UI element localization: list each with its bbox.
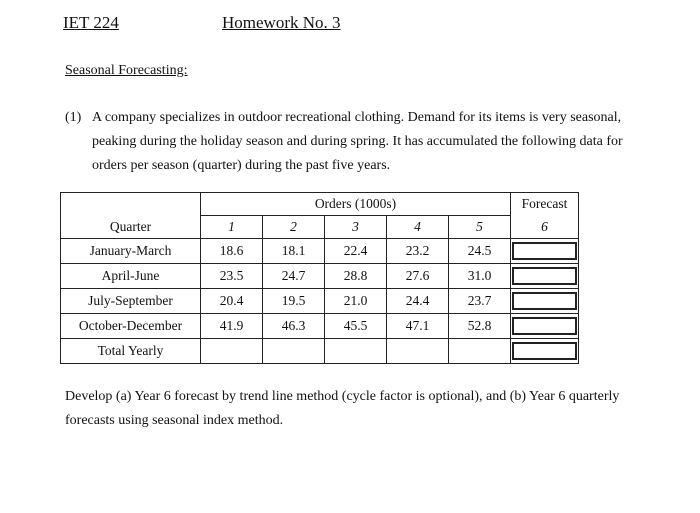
total-row-label: Total Yearly [61,339,201,364]
orders-table [60,192,579,364]
table-cell [449,339,511,364]
forecast-year-header: 6 [511,216,579,239]
table-cell: 24.4 [387,289,449,314]
homework-title: Homework No. 3 [222,13,341,32]
table-header-row [61,193,579,216]
year-header: 1 [201,216,263,239]
problem-statement [65,106,625,178]
problem-number: (1) [65,110,82,125]
forecast-cell [511,289,579,314]
year-header: 4 [387,216,449,239]
table-row [61,264,579,289]
table-cell: 52.8 [449,314,511,339]
table-row [61,239,579,264]
table-cell: 45.5 [325,314,387,339]
row-label: October-December [61,314,201,339]
course-title: IET 224 [63,13,119,32]
table-cell: 23.7 [449,289,511,314]
year-header: 5 [449,216,511,239]
table-header-corner [61,193,201,216]
table-cell: 23.2 [387,239,449,264]
year-header: 2 [263,216,325,239]
row-label: July-September [61,289,201,314]
table-cell: 18.6 [201,239,263,264]
section-title: Seasonal Forecasting: [65,63,188,78]
table-cell: 28.8 [325,264,387,289]
table-cell: 19.5 [263,289,325,314]
quarter-header: Quarter [61,216,201,239]
table-cell: 27.6 [387,264,449,289]
table-cell: 24.5 [449,239,511,264]
table-row [61,289,579,314]
table-cell: 31.0 [449,264,511,289]
table-cell: 21.0 [325,289,387,314]
table-cell [263,339,325,364]
table-cell: 46.3 [263,314,325,339]
table-total-row [61,339,579,364]
table-cell: 41.9 [201,314,263,339]
table-cell: 20.4 [201,289,263,314]
row-label: January-March [61,239,201,264]
table-cell: 18.1 [263,239,325,264]
table-row [61,314,579,339]
problem-text: A company specializes in outdoor recreational clothing. Demand for its items is very seasonal, peaking during the holiday season and during spring. It has accumulated the following data for orders per season (quarter) during the past five years. [92,110,623,173]
row-label: April-June [61,264,201,289]
table-cell [201,339,263,364]
table-cell: 23.5 [201,264,263,289]
year-header: 3 [325,216,387,239]
table-year-row [61,216,579,239]
table-cell: 47.1 [387,314,449,339]
table-cell [387,339,449,364]
instruction-text: Develop (a) Year 6 forecast by trend line method (cycle factor is optional), and (b) Year 6 quarterly forecasts using seasonal index method. [65,389,620,428]
forecast-cell [511,339,579,364]
orders-group-header: Orders (1000s) [201,193,511,216]
forecast-cell [511,239,579,264]
forecast-cell [511,314,579,339]
table-cell: 22.4 [325,239,387,264]
table-cell [325,339,387,364]
forecast-header: Forecast [511,193,579,216]
forecast-cell [511,264,579,289]
table-cell: 24.7 [263,264,325,289]
